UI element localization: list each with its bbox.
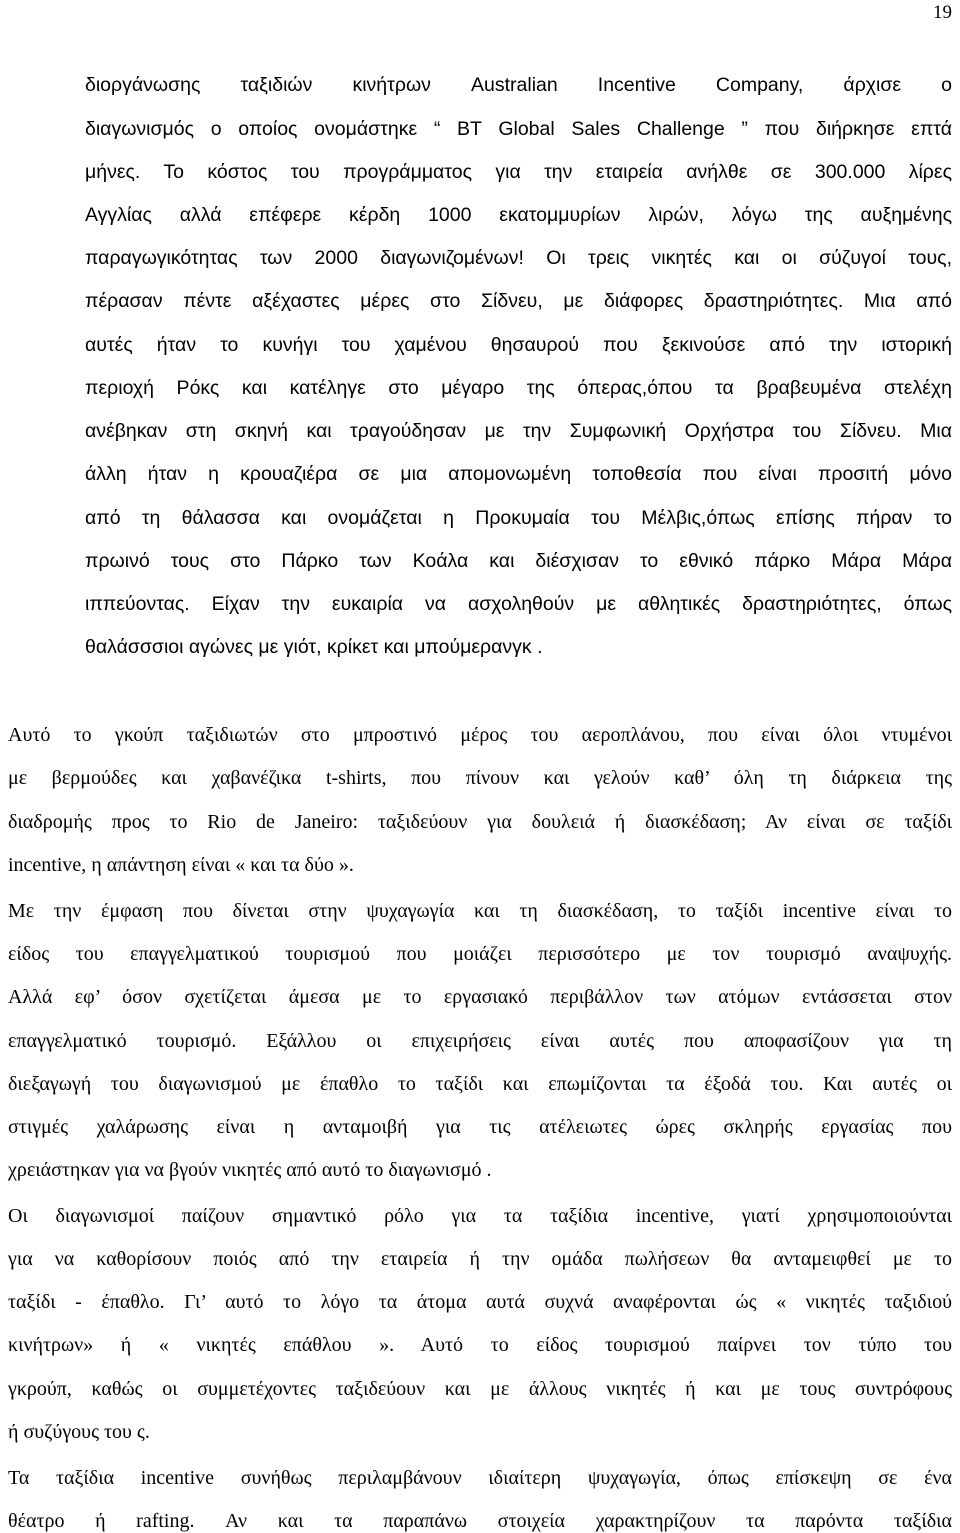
paragraph-1-line: πρωινό τους στο Πάρκο των Κοάλα και διέσχισαν το εθνικό πάρκο Μάρα Μάρα xyxy=(85,550,952,572)
paragraph-4-line: ταξίδι - έπαθλο. Γι’ αυτό το λόγο τα άτομα αυτά συχνά αναφέρονται ώς « νικητές ταξιδιού xyxy=(8,1291,952,1313)
paragraph-1-line: ανέβηκαν στη σκηνή και τραγούδησαν με την Συμφωνική Ορχήστρα του Σίδνευ. Μια xyxy=(85,420,952,442)
paragraph-1-line: παραγωγικότητας των 2000 διαγωνιζομένων! Οι τρεις νικητές και οι σύζυγοί τους, xyxy=(85,247,952,269)
paragraph-1-line: διαγωνισμός ο οποίος ονομάστηκε “ BT Global Sales Challenge ” που διήρκησε επτά xyxy=(85,118,952,140)
paragraph-2-line: incentive, η απάντηση είναι « και τα δύο ». xyxy=(8,854,354,876)
paragraph-1-line: από τη θάλασσα και ονομάζεται η Προκυμαία του Μέλβις,όπως επίσης πήραν το xyxy=(85,507,952,529)
paragraph-4-line: ή συζύγους του ς. xyxy=(8,1421,150,1443)
paragraph-1-line: Αγγλίας αλλά επέφερε κέρδη 1000 εκατομμυρίων λιρών, λόγω της αυξημένης xyxy=(85,204,952,226)
paragraph-1-line: πέρασαν πέντε αξέχαστες μέρες στο Σίδνευ, με διάφορες δραστηριότητες. Μια από xyxy=(85,290,952,312)
paragraph-3-line: Με την έμφαση που δίνεται στην ψυχαγωγία και τη διασκέδαση, το ταξίδι incentive είναι το xyxy=(8,900,952,922)
paragraph-3-line: διεξαγωγή του διαγωνισμού με έπαθλο το ταξίδι και επωμίζονται τα έξοδά του. Και αυτές οι xyxy=(8,1073,952,1095)
paragraph-3-line: στιγμές χαλάρωσης είναι η ανταμοιβή για τις ατέλειωτες ώρες σκληρής εργασίας που xyxy=(8,1116,952,1138)
paragraph-1-line: άλλη ήταν η κρουαζιέρα σε μια απομονωμένη τοποθεσία που είναι προσιτή μόνο xyxy=(85,463,952,485)
paragraph-1-line: αυτές ήταν το κυνήγι του χαμένου θησαυρού που ξεκινούσε από την ιστορική xyxy=(85,334,952,356)
paragraph-5-line: θέατρο ή rafting. Αν και τα παραπάνω στοιχεία χαρακτηρίζουν τα παρόντα ταξίδια xyxy=(8,1510,952,1532)
paragraph-2-line: με βερμούδες και χαβανέζικα t-shirts, που πίνουν και γελούν καθ’ όλη τη διάρκεια της xyxy=(8,767,952,789)
paragraph-4-line: για να καθορίσουν ποιός από την εταιρεία ή την ομάδα πωλήσεων θα ανταμειφθεί με το xyxy=(8,1248,952,1270)
paragraph-1-line: διοργάνωσης ταξιδιών κινήτρων Australian Incentive Company, άρχισε ο xyxy=(85,74,952,96)
paragraph-2-line: διαδρομής προς το Rio de Janeiro: ταξιδεύουν για δουλειά ή διασκέδαση; Αν είναι σε ταξίδι xyxy=(8,811,952,833)
paragraph-1-line: ιππεύοντας. Είχαν την ευκαιρία να ασχοληθούν με αθλητικές δραστηριότητες, όπως xyxy=(85,593,952,615)
paragraph-1-line: μήνες. Το κόστος του προγράμματος για την εταιρεία ανήλθε σε 300.000 λίρες xyxy=(85,161,952,183)
paragraph-3-line: είδος του επαγγελματικού τουρισμού που μοιάζει περισσότερο με τον τουρισμό αναψυχής. xyxy=(8,943,952,965)
paragraph-1-line: περιοχή Ρόκς και κατέληγε στο μέγαρο της όπερας,όπου τα βραβευμένα στελέχη xyxy=(85,377,952,399)
paragraph-1-line: θαλάσσσιοι αγώνες με γιότ, κρίκετ και μπούμερανγκ . xyxy=(85,636,543,658)
paragraph-4-line: Οι διαγωνισμοί παίζουν σημαντικό ρόλο για τα ταξίδια incentive, γιατί χρησιμοποιούνται xyxy=(8,1205,952,1227)
paragraph-5-line: Τα ταξίδια incentive συνήθως περιλαμβάνουν ιδιαίτερη ψυχαγωγία, όπως επίσκεψη σε ένα xyxy=(8,1467,952,1489)
paragraph-3-line: Αλλά εφ’ όσον σχετίζεται άμεσα με το εργασιακό περιβάλλον των ατόμων εντάσσεται στον xyxy=(8,986,952,1008)
paragraph-2-line: Αυτό το γκούπ ταξιδιωτών στο μπροστινό μέρος του αεροπλάνου, που είναι όλοι ντυμένοι xyxy=(8,724,952,746)
paragraph-4-line: γκρούπ, καθώς οι συμμετέχοντες ταξιδεύουν και με άλλους νικητές ή και με τους συντρόφους xyxy=(8,1378,952,1400)
paragraph-3-line: χρειάστηκαν για να βγούν νικητές από αυτό το διαγωνισμό . xyxy=(8,1159,492,1181)
paragraph-4-line: κινήτρων» ή « νικητές επάθλου ». Αυτό το είδος τουρισμού παίρνει τον τύπο του xyxy=(8,1334,952,1356)
page-number: 19 xyxy=(933,2,952,23)
paragraph-3-line: επαγγελματικό τουρισμό. Εξάλλου οι επιχειρήσεις είναι αυτές που αποφασίζουν για τη xyxy=(8,1030,952,1052)
